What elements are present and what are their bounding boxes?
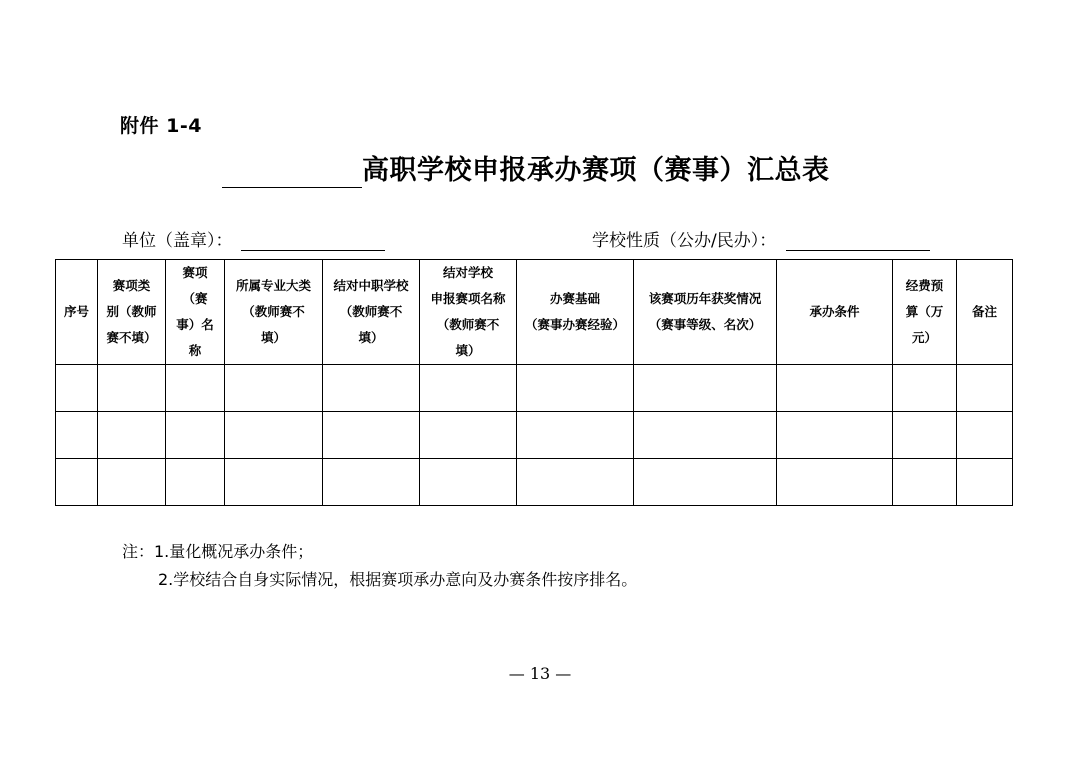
column-header-line: （教师赛不: [339, 304, 403, 319]
table-cell[interactable]: [517, 459, 634, 506]
table-cell[interactable]: [323, 412, 420, 459]
table-cell[interactable]: [225, 459, 323, 506]
table-cell[interactable]: [777, 412, 893, 459]
table-cell[interactable]: [957, 459, 1013, 506]
summary-table: [55, 259, 1013, 506]
table-row: [56, 412, 1013, 459]
column-header: [517, 260, 634, 365]
table-cell[interactable]: [634, 412, 777, 459]
column-header-line: 所属专业大类: [235, 278, 311, 293]
table-cell[interactable]: [56, 459, 98, 506]
school-type-field: [592, 226, 930, 251]
table-cell[interactable]: [420, 412, 517, 459]
table-cell[interactable]: [98, 412, 166, 459]
column-header: [634, 260, 777, 365]
column-header-line: 结对学校: [442, 265, 493, 280]
table-cell[interactable]: [893, 459, 957, 506]
table-cell[interactable]: [323, 459, 420, 506]
page-title: 高职学校申报承办赛项（赛事）汇总表: [362, 155, 830, 186]
column-header-line: 元）: [911, 330, 937, 345]
column-header-line: 别（教师: [106, 304, 157, 319]
column-header: [777, 260, 893, 365]
column-header-line: 办赛基础: [549, 291, 600, 306]
table-cell[interactable]: [225, 365, 323, 412]
column-header-line: 填）: [455, 343, 481, 358]
column-header-line: 结对中职学校: [333, 278, 409, 293]
column-header-line: 序号: [63, 304, 89, 319]
column-header-line: （赛事办赛经验）: [524, 317, 625, 332]
table-cell[interactable]: [420, 365, 517, 412]
table-row: [56, 365, 1013, 412]
table-cell[interactable]: [98, 365, 166, 412]
unit-blank-line: [241, 230, 385, 251]
column-header-line: （赛: [182, 291, 208, 306]
column-header-line: 填）: [358, 330, 384, 345]
table-cell[interactable]: [893, 365, 957, 412]
column-header: [957, 260, 1013, 365]
table-cell[interactable]: [957, 412, 1013, 459]
table-cell[interactable]: [634, 365, 777, 412]
table-cell[interactable]: [98, 459, 166, 506]
table-cell[interactable]: [517, 412, 634, 459]
column-header-line: 赛项: [182, 265, 208, 280]
table-cell[interactable]: [777, 365, 893, 412]
table-cell[interactable]: [420, 459, 517, 506]
title-row: [222, 154, 830, 188]
unit-field: [122, 226, 385, 251]
column-header: [56, 260, 98, 365]
table-cell[interactable]: [166, 459, 225, 506]
column-header: [323, 260, 420, 365]
column-header-line: （赛事等级、名次）: [648, 317, 762, 332]
column-header-line: 经费预: [905, 278, 944, 293]
column-header: [166, 260, 225, 365]
table-cell[interactable]: [893, 412, 957, 459]
title-blank-line: [222, 155, 362, 188]
table-cell[interactable]: [166, 365, 225, 412]
page-number: — 13 —: [508, 664, 572, 683]
school-type-label: 学校性质（公办/民办）：: [592, 231, 777, 251]
column-header: [420, 260, 517, 365]
column-header-line: 填）: [260, 330, 286, 345]
notes: [122, 538, 637, 594]
unit-label: 单位（盖章）：: [122, 231, 233, 251]
column-header-line: 备注: [971, 304, 997, 319]
column-header-line: 算（万: [905, 304, 944, 319]
column-header: [225, 260, 323, 365]
note-1: 注：1.量化概况承办条件；: [122, 542, 314, 561]
column-header-line: 事）名: [176, 317, 214, 332]
column-header-line: 承办条件: [809, 304, 860, 319]
table-row: [56, 459, 1013, 506]
table-cell[interactable]: [56, 412, 98, 459]
column-header-line: 称: [188, 343, 202, 358]
table-cell[interactable]: [225, 412, 323, 459]
table-cell[interactable]: [777, 459, 893, 506]
column-header-line: 申报赛项名称: [430, 291, 506, 306]
column-header: [893, 260, 957, 365]
table-cell[interactable]: [517, 365, 634, 412]
attachment-label: 附件 1-4: [120, 115, 202, 137]
column-header-line: （教师赛不: [436, 317, 500, 332]
column-header-line: 赛项类: [112, 278, 151, 293]
column-header-line: 赛不填）: [106, 330, 157, 345]
column-header-line: （教师赛不: [242, 304, 305, 319]
table-cell[interactable]: [957, 365, 1013, 412]
table-cell[interactable]: [56, 365, 98, 412]
table-cell[interactable]: [634, 459, 777, 506]
table-cell[interactable]: [166, 412, 225, 459]
note-2: 2.学校结合自身实际情况，根据赛项承办意向及办赛条件按序排名。: [158, 570, 638, 589]
school-type-blank-line: [786, 230, 930, 251]
column-header-line: 该赛项历年获奖情况: [648, 291, 762, 306]
column-header: [98, 260, 166, 365]
table-cell[interactable]: [323, 365, 420, 412]
